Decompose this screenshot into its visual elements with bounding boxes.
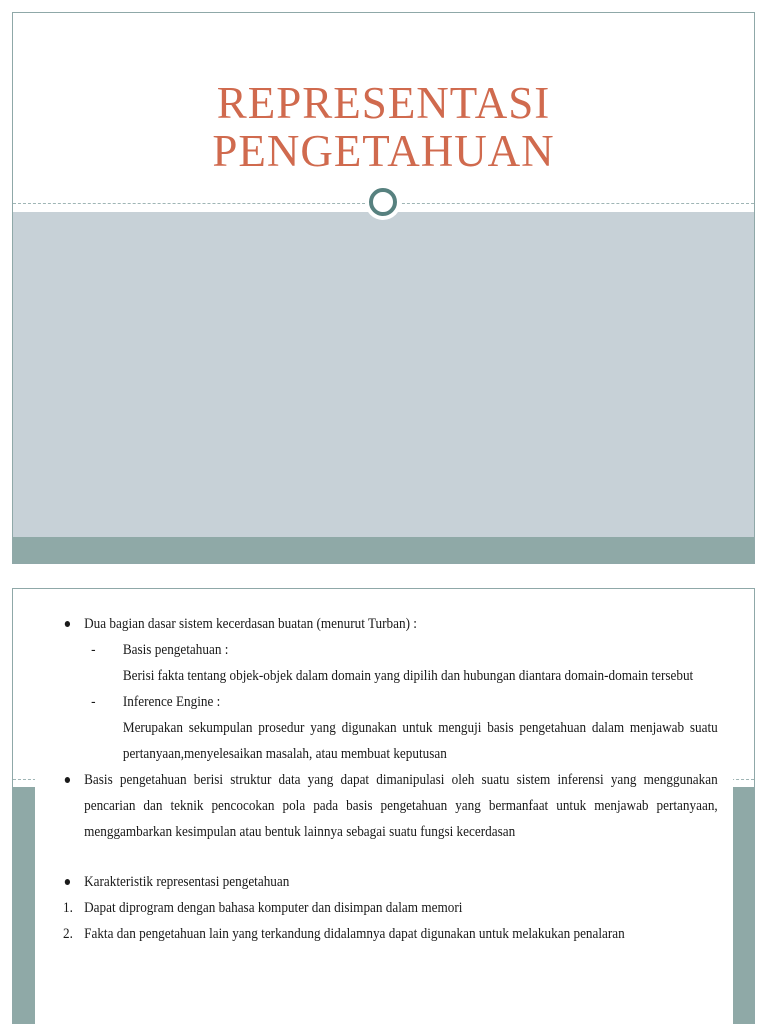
title-line-1: REPRESENTASI bbox=[216, 78, 551, 128]
numbered-item bbox=[63, 921, 718, 947]
dash-marker: - bbox=[91, 642, 96, 658]
sub-item-text: Berisi fakta tentang objek-objek dalam domain yang dipilih dan hubungan diantara domain-domain tersebut bbox=[122, 668, 694, 684]
bullet-text: Basis pengetahuan berisi struktur data yang dapat dimanipulasi oleh suatu sistem inferensi yang menggunakan pencarian dan teknik pencocokan pola pada basis pengetahuan yang bermanfaat untuk menjawab pertanyaan, menggambarkan kesimpulan atau bentuk lainnya sebagai suatu fungsi kecerdasan bbox=[84, 772, 718, 840]
ring-inner bbox=[369, 188, 397, 216]
sub-item bbox=[63, 637, 718, 663]
bullet-text: Dua bagian dasar sistem kecerdasan buatan (menurut Turban) : bbox=[84, 616, 417, 632]
sub-item-description bbox=[63, 663, 718, 689]
numbered-item bbox=[63, 895, 718, 921]
bottom-band bbox=[13, 537, 754, 564]
title-slide bbox=[12, 12, 755, 564]
numbered-text: Fakta dan pengetahuan lain yang terkandung didalamnya dapat digunakan untuk melakukan penalaran bbox=[84, 926, 625, 942]
sub-item bbox=[63, 689, 718, 715]
bullet-item bbox=[63, 869, 718, 895]
bullet-text: Karakteristik representasi pengetahuan bbox=[84, 874, 290, 890]
document-image bbox=[35, 589, 733, 1024]
numbered-text: Dapat diprogram dengan bahasa komputer dan disimpan dalam memori bbox=[84, 900, 463, 916]
sub-item-label: Inference Engine : bbox=[122, 694, 221, 710]
sub-item-label: Basis pengetahuan : bbox=[122, 642, 229, 658]
title-area bbox=[13, 13, 754, 205]
sub-item-text: Merupakan sekumpulan prosedur yang digunakan untuk menguji basis pengetahuan dalam menjawab suatu pertanyaan,menyelesaikan masalah, atau membuat keputusan bbox=[122, 720, 718, 762]
dash-marker: - bbox=[91, 694, 96, 710]
bullet-item bbox=[63, 611, 718, 637]
slide-title bbox=[13, 79, 754, 175]
ring-ornament-icon bbox=[365, 184, 401, 220]
subtitle-panel bbox=[13, 212, 754, 537]
bullet-item bbox=[63, 767, 718, 845]
document-text bbox=[63, 611, 718, 947]
content-slide bbox=[12, 588, 755, 1024]
title-line-2: PENGETAHUAN bbox=[212, 126, 555, 176]
sub-item-description bbox=[63, 715, 718, 767]
number-marker: 1. bbox=[63, 900, 73, 916]
number-marker: 2. bbox=[63, 926, 73, 942]
